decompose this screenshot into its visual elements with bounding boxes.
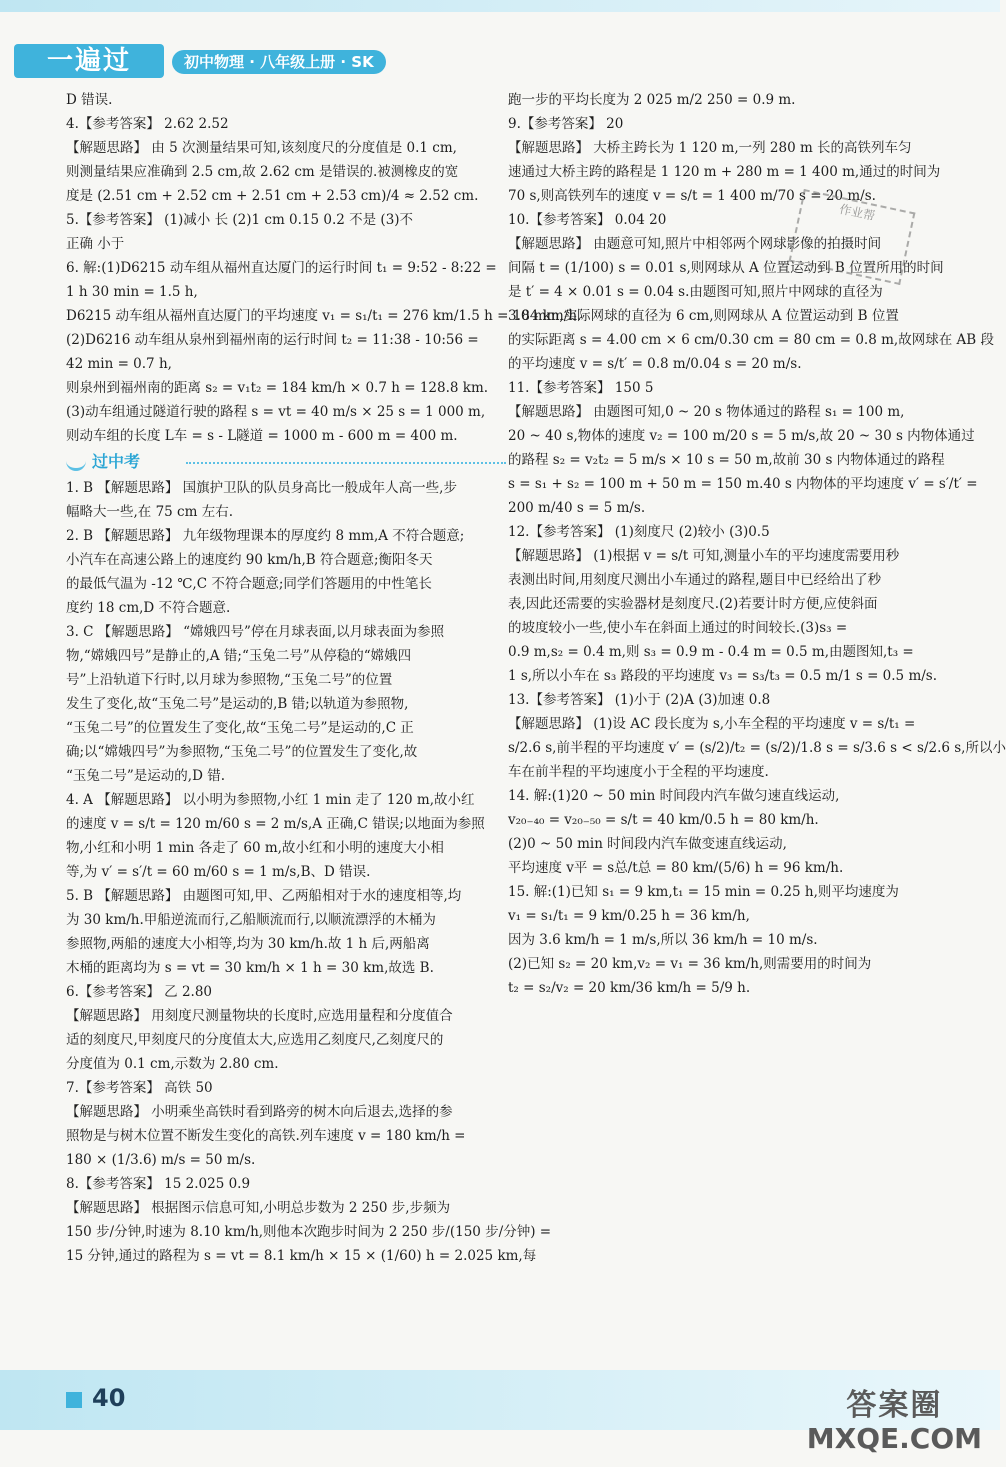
text-line: 15. 解:(1)已知 s₁ = 9 km,t₁ = 15 min = 0.25 h,则平均速度为 bbox=[508, 884, 899, 900]
text-line: 则泉州到福州南的距离 s₂ = v₁t₂ = 184 km/h × 0.7 h = 128.8 km. bbox=[66, 380, 489, 396]
text-line: 200 m/40 s = 5 m/s. bbox=[508, 500, 646, 516]
text-line: 的平均速度 v = s/t′ = 0.8 m/0.04 s = 20 m/s. bbox=[508, 356, 802, 372]
text-line: 则动车组的长度 L车 = s - L隧道 = 1000 m - 600 m = 400 m. bbox=[66, 428, 458, 444]
text-line: 9.【参考答案】 20 bbox=[508, 116, 624, 132]
watermark-title: 答案圈 bbox=[846, 1388, 943, 1423]
text-line: 车在前半程的平均速度小于全程的平均速度. bbox=[508, 764, 769, 780]
text-line: 13.【参考答案】 (1)小于 (2)A (3)加速 0.8 bbox=[508, 692, 771, 708]
text-line: 0.9 m,s₂ = 0.4 m,则 s₃ = 0.9 m - 0.4 m = 0.5 m,由题图知,t₃ = bbox=[508, 644, 914, 660]
text-line: s = s₁ + s₂ = 100 m + 50 m = 150 m.40 s 内物体的平均速度 v′ = s′/t′ = bbox=[508, 476, 978, 492]
section-title: 过中考 bbox=[92, 452, 141, 471]
text-line: (2)已知 s₂ = 20 km,v₂ = v₁ = 36 km/h,则需要用的时间为 bbox=[508, 956, 872, 972]
text-line: 表测出时间,用刻度尺测出小车通过的路程,题目中已经给出了秒 bbox=[508, 572, 882, 588]
text-line: v₁ = s₁/t₁ = 9 km/0.25 h = 36 km/h, bbox=[508, 908, 750, 924]
text-line: 的路程 s₂ = v₂t₂ = 5 m/s × 10 s = 50 m,故前 30 s 内物体通过的路程 bbox=[508, 452, 945, 468]
text-line: 70 s,则高铁列车的速度 v = s/t = 1 400 m/70 s = 20 m/s. bbox=[508, 188, 876, 204]
text-line: 5. B 【解题思路】 由题图可知,甲、乙两船相对于水的速度相等,均 bbox=[66, 888, 462, 904]
text-line: 8.【参考答案】 15 2.025 0.9 bbox=[66, 1176, 251, 1192]
text-line: “玉兔二号”的位置发生了变化,故“玉兔二号”是运动的,C 正 bbox=[66, 720, 414, 736]
text-line: 【解题思路】 用刻度尺测量物块的长度时,应选用量程和分度值合 bbox=[66, 1008, 453, 1024]
text-line: 物,“嫦娥四号”是静止的,A 错;“玉兔二号”从停稳的“嫦娥四 bbox=[66, 648, 412, 664]
text-line: 【解题思路】 由题意可知,照片中相邻两个网球影像的拍摄时间 bbox=[508, 236, 882, 252]
text-line: 3. C 【解题思路】 “嫦娥四号”停在月球表面,以月球表面为参照 bbox=[66, 624, 445, 640]
text-line: 因为 3.6 km/h = 1 m/s,所以 36 km/h = 10 m/s. bbox=[508, 932, 818, 948]
text-line: 幅略大一些,在 75 cm 左右. bbox=[66, 504, 233, 520]
text-line: 42 min = 0.7 h, bbox=[66, 356, 172, 372]
series-logo: 一遍过 bbox=[14, 44, 164, 78]
text-line: 3.0 mm,实际网球的直径为 6 cm,则网球从 A 位置运动到 B 位置 bbox=[508, 308, 899, 324]
text-line: 1. B 【解题思路】 国旗护卫队的队员身高比一般成年人高一些,步 bbox=[66, 480, 457, 496]
text-line: 4.【参考答案】 2.62 2.52 bbox=[66, 116, 229, 132]
text-line: 正确 小于 bbox=[66, 236, 125, 252]
text-line: 11.【参考答案】 150 5 bbox=[508, 380, 654, 396]
text-line: 6. 解:(1)D6215 动车组从福州直达厦门的运行时间 t₁ = 9:52 - 8:22 = bbox=[66, 260, 497, 276]
text-line: 180 × (1/3.6) m/s = 50 m/s. bbox=[66, 1152, 256, 1168]
text-line: 【解题思路】 根据图示信息可知,小明总步数为 2 250 步,步频为 bbox=[66, 1200, 451, 1216]
text-line: 【解题思路】 小明乘坐高铁时看到路旁的树木向后退去,选择的参 bbox=[66, 1104, 453, 1120]
text-line: 则测量结果应准确到 2.5 cm,故 2.62 cm 是错误的.被测橡皮的宽 bbox=[66, 164, 459, 180]
text-line: (3)动车组通过隧道行驶的路程 s = vt = 40 m/s × 25 s = 1 000 m, bbox=[66, 404, 486, 420]
text-line: 14. 解:(1)20 ~ 50 min 时间段内汽车做匀速直线运动, bbox=[508, 788, 840, 804]
text-line: 号”上沿轨道下行时,以月球为参照物,“玉兔二号”的位置 bbox=[66, 672, 393, 688]
text-line: 的实际距离 s = 4.00 cm × 6 cm/0.30 cm = 80 cm = 0.8 m,故网球在 AB 段 bbox=[508, 332, 994, 348]
watermark-url: MXQE.COM bbox=[806, 1422, 982, 1455]
text-line: “玉兔二号”是运动的,D 错. bbox=[66, 768, 226, 784]
text-line: D6215 动车组从福州直达厦门的平均速度 v₁ = s₁/t₁ = 276 km/1.5 h = 184 km/h. bbox=[66, 308, 582, 324]
text-line: 确;以“嫦娥四号”为参照物,“玉兔二号”的位置发生了变化,故 bbox=[66, 744, 418, 760]
text-line: 的最低气温为 -12 ℃,C 不符合题意;同学们答题用的中性笔长 bbox=[66, 576, 432, 592]
text-line: 为 30 km/h.甲船逆流而行,乙船顺流而行,以顺流漂浮的木桶为 bbox=[66, 912, 436, 928]
text-line: 1 s,所以小车在 s₃ 路段的平均速度 v₃ = s₃/t₃ = 0.5 m/1 s = 0.5 m/s. bbox=[508, 668, 938, 684]
text-line: (2)0 ~ 50 min 时间段内汽车做变速直线运动, bbox=[508, 836, 787, 852]
text-line: 间隔 t = (1/100) s = 0.01 s,则网球从 A 位置运动到 B 位置所用的时间 bbox=[508, 260, 944, 276]
text-line: 2. B 【解题思路】 九年级物理课本的厚度约 8 mm,A 不符合题意; bbox=[66, 528, 465, 544]
section-divider bbox=[186, 462, 506, 464]
text-line: 参照物,两船的速度大小相等,均为 30 km/h.故 1 h 后,两船离 bbox=[66, 936, 430, 952]
text-line: 150 步/分钟,时速为 8.10 km/h,则他本次跑步时间为 2 250 步/(150 步/分钟) = bbox=[66, 1224, 552, 1240]
text-line: 12.【参考答案】 (1)刻度尺 (2)较小 (3)0.5 bbox=[508, 524, 770, 540]
text-line: (2)D6216 动车组从泉州到福州南的运行时间 t₂ = 11:38 - 10:56 = bbox=[66, 332, 479, 348]
footer-square-icon bbox=[66, 1392, 82, 1408]
text-line: 度约 18 cm,D 不符合题意. bbox=[66, 600, 231, 616]
text-line: 适的刻度尺,甲刻度尺的分度值太大,应选用乙刻度尺,乙刻度尺的 bbox=[66, 1032, 444, 1048]
text-line: 平均速度 v平 = s总/t总 = 80 km/(5/6) h = 96 km/h. bbox=[508, 860, 844, 876]
text-line: 【解题思路】 大桥主跨长为 1 120 m,一列 280 m 长的高铁列车匀 bbox=[508, 140, 912, 156]
text-line: 6.【参考答案】 乙 2.80 bbox=[66, 984, 213, 1000]
text-line: s/2.6 s,前半程的平均速度 v′ = (s/2)/t₂ = (s/2)/1.8 s = s/3.6 s < s/2.6 s,所以小 bbox=[508, 740, 1006, 756]
header-band bbox=[0, 0, 1000, 12]
text-line: 发生了变化,故“玉兔二号”是运动的,B 错;以轨道为参照物, bbox=[66, 696, 409, 712]
text-line: 15 分钟,通过的路程为 s = vt = 8.1 km/h × 15 × (1/60) h = 2.025 km,每 bbox=[66, 1248, 537, 1264]
text-line: t₂ = s₂/v₂ = 20 km/36 km/h = 5/9 h. bbox=[508, 980, 751, 996]
text-line: D 错误. bbox=[66, 92, 113, 108]
text-line: 表,因此还需要的实验器材是刻度尺.(2)若要计时方便,应使斜面 bbox=[508, 596, 878, 612]
left-exam-block bbox=[66, 476, 552, 1268]
text-line: 20 ~ 40 s,物体的速度 v₂ = 100 m/20 s = 5 m/s,故 20 ~ 30 s 内物体通过 bbox=[508, 428, 975, 444]
text-line: 是 t′ = 4 × 0.01 s = 0.04 s.由题图可知,照片中网球的直径为 bbox=[508, 284, 883, 300]
text-line: 【解题思路】 由 5 次测量结果可知,该刻度尺的分度值是 0.1 cm, bbox=[66, 140, 457, 156]
section-heading bbox=[66, 448, 506, 476]
text-line: 照物是与树木位置不断发生变化的高铁.列车速度 v = 180 km/h = bbox=[66, 1128, 466, 1144]
text-line: 的坡度较小一些,使小车在斜面上通过的时间较长.(3)s₃ = bbox=[508, 620, 848, 636]
text-line: 【解题思路】 (1)根据 v = s/t 可知,测量小车的平均速度需要用秒 bbox=[508, 548, 900, 564]
text-line: 度是 (2.51 cm + 2.52 cm + 2.51 cm + 2.53 cm)/4 ≈ 2.52 cm. bbox=[66, 188, 479, 204]
page-number: 40 bbox=[92, 1384, 126, 1412]
text-line: 分度值为 0.1 cm,示数为 2.80 cm. bbox=[66, 1056, 279, 1072]
text-line: 物,小红和小明 1 min 各走了 60 m,故小红和小明的速度大小相 bbox=[66, 840, 444, 856]
text-line: 木桶的距离均为 s = vt = 30 km/h × 1 h = 30 km,故选 B. bbox=[66, 960, 434, 976]
watermark-logo bbox=[807, 1380, 982, 1455]
text-line: 10.【参考答案】 0.04 20 bbox=[508, 212, 667, 228]
text-line: 跑一步的平均长度为 2 025 m/2 250 = 0.9 m. bbox=[508, 92, 796, 108]
text-line: 速通过大桥主跨的路程是 1 120 m + 280 m = 1 400 m,通过的时间为 bbox=[508, 164, 941, 180]
text-line: 4. A 【解题思路】 以小明为参照物,小红 1 min 走了 120 m,故小红 bbox=[66, 792, 475, 808]
text-line: 等,为 v′ = s′/t = 60 m/60 s = 1 m/s,B、D 错误. bbox=[66, 864, 371, 880]
text-line: v₂₀₋₄₀ = v₂₀₋₅₀ = s/t = 40 km/0.5 h = 80 km/h. bbox=[508, 812, 819, 828]
section-icon bbox=[66, 456, 86, 471]
text-line: 的速度 v = s/t = 120 m/60 s = 2 m/s,A 正确,C 错误;以地面为参照 bbox=[66, 816, 485, 832]
text-line: 5.【参考答案】 (1)减小 长 (2)1 cm 0.15 0.2 不是 (3)不 bbox=[66, 212, 414, 228]
stamp: 作业帮 bbox=[789, 189, 916, 285]
text-line: 小汽车在高速公路上的速度约 90 km/h,B 符合题意;衡阳冬天 bbox=[66, 552, 433, 568]
text-line: 【解题思路】 (1)设 AC 段长度为 s,小车全程的平均速度 v = s/t₁ = bbox=[508, 716, 916, 732]
series-label: 初中物理 · 八年级上册 · SK bbox=[172, 50, 386, 74]
page-header bbox=[0, 0, 1000, 85]
text-line: 7.【参考答案】 高铁 50 bbox=[66, 1080, 213, 1096]
text-line: 1 h 30 min = 1.5 h, bbox=[66, 284, 198, 300]
text-line: 【解题思路】 由题图可知,0 ~ 20 s 物体通过的路程 s₁ = 100 m, bbox=[508, 404, 905, 420]
